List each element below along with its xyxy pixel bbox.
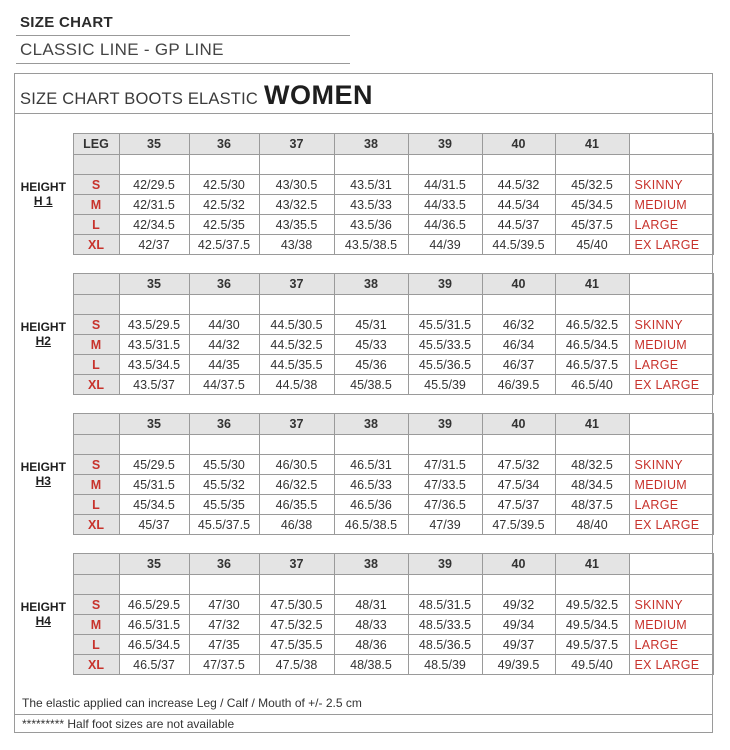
measurement-cell: 47/31.5 — [408, 455, 482, 475]
measurement-cell: 42/29.5 — [119, 175, 189, 195]
leg-header-empty — [73, 274, 119, 295]
measurement-cell: 47/30 — [189, 595, 259, 615]
measurement-cell: 46.5/29.5 — [119, 595, 189, 615]
height-block-table — [14, 413, 714, 535]
measurement-cell: 48/33 — [334, 615, 408, 635]
measurement-cell: 43.5/31.5 — [119, 335, 189, 355]
measurement-cell: 43.5/31 — [334, 175, 408, 195]
shoe-size-header: 41 — [555, 414, 629, 435]
measurement-cell: 48/32.5 — [555, 455, 629, 475]
table-row — [14, 615, 713, 635]
shoe-size-header: 36 — [189, 274, 259, 295]
shoe-size-header: 40 — [482, 134, 555, 155]
shoe-size-header: 36 — [189, 134, 259, 155]
subtitle-divider — [16, 63, 350, 64]
measurement-cell: 46/38 — [259, 515, 334, 535]
shoe-size-header: 40 — [482, 554, 555, 575]
measurement-cell: 47/39 — [408, 515, 482, 535]
chart-heading-women: WOMEN — [264, 80, 373, 110]
blank-cell — [629, 155, 713, 175]
measurement-cell: 42.5/37.5 — [189, 235, 259, 255]
measurement-cell: 44.5/34 — [482, 195, 555, 215]
measurement-cell: 44.5/32 — [482, 175, 555, 195]
header-blank-cell — [629, 554, 713, 575]
blank-cell — [408, 295, 482, 315]
blank-cell — [259, 575, 334, 595]
height-code: H4 — [35, 614, 51, 628]
table-row — [14, 355, 713, 375]
fit-label: EX LARGE — [629, 655, 713, 675]
table-row — [14, 195, 713, 215]
measurement-cell: 48/36 — [334, 635, 408, 655]
measurement-cell: 45.5/30 — [189, 455, 259, 475]
measurement-cell: 46/37 — [482, 355, 555, 375]
measurement-cell: 47.5/39.5 — [482, 515, 555, 535]
measurement-cell: 48.5/33.5 — [408, 615, 482, 635]
shoe-size-header: 36 — [189, 554, 259, 575]
measurement-cell: 45/31 — [334, 315, 408, 335]
measurement-cell: 48/38.5 — [334, 655, 408, 675]
measurement-cell: 43.5/33 — [334, 195, 408, 215]
blank-cell — [119, 295, 189, 315]
table-row — [14, 515, 713, 535]
measurement-cell: 46/32 — [482, 315, 555, 335]
measurement-cell: 44/36.5 — [408, 215, 482, 235]
measurement-cell: 45.5/36.5 — [408, 355, 482, 375]
chart-heading-prefix: SIZE CHART BOOTS ELASTIC — [20, 90, 258, 108]
height-word: HEIGHT — [20, 320, 66, 334]
spacer-row — [14, 295, 713, 315]
fit-label: EX LARGE — [629, 375, 713, 395]
shoe-size-header: 39 — [408, 414, 482, 435]
leg-size-letter: L — [73, 495, 119, 515]
measurement-cell: 45/40 — [555, 235, 629, 255]
blank-cell — [259, 155, 334, 175]
fit-label: LARGE — [629, 495, 713, 515]
title-divider — [16, 35, 350, 36]
fit-label: LARGE — [629, 215, 713, 235]
blank-cell — [334, 435, 408, 455]
blank-cell — [408, 155, 482, 175]
leg-size-letter: M — [73, 615, 119, 635]
table-row — [14, 375, 713, 395]
blank-cell — [73, 435, 119, 455]
shoe-size-header: 38 — [334, 554, 408, 575]
height-word: HEIGHT — [20, 600, 66, 614]
shoe-size-header: 35 — [119, 134, 189, 155]
shoe-size-header: 38 — [334, 274, 408, 295]
measurement-cell: 47.5/32 — [482, 455, 555, 475]
measurement-cell: 46.5/31 — [334, 455, 408, 475]
chart-heading — [20, 80, 373, 114]
measurement-cell: 45.5/37.5 — [189, 515, 259, 535]
blank-cell — [555, 295, 629, 315]
spacer-row — [14, 575, 713, 595]
measurement-cell: 49/32 — [482, 595, 555, 615]
measurement-cell: 48.5/39 — [408, 655, 482, 675]
measurement-cell: 49.5/40 — [555, 655, 629, 675]
blank-cell — [555, 575, 629, 595]
measurement-cell: 42/37 — [119, 235, 189, 255]
leg-size-letter: M — [73, 335, 119, 355]
measurement-cell: 46/39.5 — [482, 375, 555, 395]
blank-cell — [334, 295, 408, 315]
measurement-cell: 44.5/30.5 — [259, 315, 334, 335]
measurement-cell: 43.5/37 — [119, 375, 189, 395]
measurement-cell: 45/36 — [334, 355, 408, 375]
measurement-cell: 49/39.5 — [482, 655, 555, 675]
blank-cell — [259, 295, 334, 315]
leg-header: LEG — [73, 134, 119, 155]
shoe-size-header: 37 — [259, 274, 334, 295]
fit-label: MEDIUM — [629, 475, 713, 495]
height-block-table — [14, 273, 714, 395]
measurement-cell: 47.5/37 — [482, 495, 555, 515]
blank-cell — [482, 155, 555, 175]
measurement-cell: 47/32 — [189, 615, 259, 635]
measurement-cell: 43/30.5 — [259, 175, 334, 195]
note-divider — [14, 714, 713, 715]
measurement-cell: 46.5/37.5 — [555, 355, 629, 375]
header-blank-cell — [629, 134, 713, 155]
table-row — [14, 455, 713, 475]
measurement-cell: 49.5/37.5 — [555, 635, 629, 655]
measurement-cell: 45/34.5 — [119, 495, 189, 515]
shoe-size-header: 40 — [482, 414, 555, 435]
measurement-cell: 45/34.5 — [555, 195, 629, 215]
measurement-cell: 46.5/38.5 — [334, 515, 408, 535]
fit-label: LARGE — [629, 635, 713, 655]
shoe-size-header: 41 — [555, 274, 629, 295]
height-label — [14, 414, 73, 535]
blank-cell — [555, 155, 629, 175]
measurement-cell: 43.5/29.5 — [119, 315, 189, 335]
measurement-cell: 46.5/34.5 — [119, 635, 189, 655]
measurement-cell: 46.5/34.5 — [555, 335, 629, 355]
measurement-cell: 43/32.5 — [259, 195, 334, 215]
blank-cell — [73, 575, 119, 595]
shoe-size-header: 38 — [334, 414, 408, 435]
blank-cell — [259, 435, 334, 455]
measurement-cell: 43.5/34.5 — [119, 355, 189, 375]
measurement-cell: 45/38.5 — [334, 375, 408, 395]
shoe-size-header: 39 — [408, 134, 482, 155]
leg-header-empty — [73, 414, 119, 435]
measurement-cell: 44/37.5 — [189, 375, 259, 395]
leg-size-letter: M — [73, 195, 119, 215]
leg-size-letter: L — [73, 355, 119, 375]
height-code: H 1 — [33, 194, 53, 208]
measurement-cell: 45/31.5 — [119, 475, 189, 495]
measurement-cell: 46/34 — [482, 335, 555, 355]
measurement-cell: 48/37.5 — [555, 495, 629, 515]
leg-header-empty — [73, 554, 119, 575]
table-row — [14, 335, 713, 355]
blank-cell — [555, 435, 629, 455]
size-header-row — [14, 414, 713, 435]
shoe-size-header: 36 — [189, 414, 259, 435]
measurement-cell: 46/32.5 — [259, 475, 334, 495]
measurement-cell: 46.5/36 — [334, 495, 408, 515]
blank-cell — [482, 435, 555, 455]
blank-cell — [189, 155, 259, 175]
measurement-cell: 46.5/40 — [555, 375, 629, 395]
measurement-cell: 42.5/35 — [189, 215, 259, 235]
fit-label: SKINNY — [629, 175, 713, 195]
header-blank-cell — [629, 274, 713, 295]
measurement-cell: 44/32 — [189, 335, 259, 355]
table-row — [14, 315, 713, 335]
table-row — [14, 595, 713, 615]
blank-cell — [408, 575, 482, 595]
size-header-row — [14, 274, 713, 295]
fit-label: EX LARGE — [629, 515, 713, 535]
blank-cell — [482, 575, 555, 595]
leg-size-letter: XL — [73, 375, 119, 395]
table-row — [14, 175, 713, 195]
shoe-size-header: 41 — [555, 554, 629, 575]
blank-cell — [119, 575, 189, 595]
fit-label: LARGE — [629, 355, 713, 375]
measurement-cell: 46.5/37 — [119, 655, 189, 675]
measurement-cell: 45.5/33.5 — [408, 335, 482, 355]
measurement-cell: 47/35 — [189, 635, 259, 655]
blank-cell — [629, 435, 713, 455]
measurement-cell: 48.5/36.5 — [408, 635, 482, 655]
measurement-cell: 45/29.5 — [119, 455, 189, 475]
measurement-cell: 46.5/33 — [334, 475, 408, 495]
half-size-note: ********* Half foot sizes are not available — [22, 717, 235, 731]
shoe-size-header: 35 — [119, 274, 189, 295]
spacer-row — [14, 155, 713, 175]
measurement-cell: 44/35 — [189, 355, 259, 375]
measurement-cell: 46.5/32.5 — [555, 315, 629, 335]
leg-size-letter: S — [73, 175, 119, 195]
shoe-size-header: 35 — [119, 554, 189, 575]
shoe-size-header: 41 — [555, 134, 629, 155]
measurement-cell: 47/37.5 — [189, 655, 259, 675]
leg-size-letter: XL — [73, 515, 119, 535]
size-header-row — [14, 554, 713, 575]
measurement-cell: 45.5/35 — [189, 495, 259, 515]
measurement-cell: 48/34.5 — [555, 475, 629, 495]
leg-size-letter: XL — [73, 655, 119, 675]
measurement-cell: 48/31 — [334, 595, 408, 615]
blank-cell — [189, 575, 259, 595]
table-row — [14, 215, 713, 235]
measurement-cell: 42/31.5 — [119, 195, 189, 215]
elastic-note: The elastic applied can increase Leg / Calf / Mouth of +/- 2.5 cm — [22, 696, 362, 710]
fit-label: SKINNY — [629, 595, 713, 615]
measurement-cell: 46/30.5 — [259, 455, 334, 475]
measurement-cell: 42/34.5 — [119, 215, 189, 235]
height-word: HEIGHT — [20, 180, 66, 194]
page-title: SIZE CHART — [20, 14, 113, 31]
blank-cell — [189, 295, 259, 315]
measurement-cell: 48/40 — [555, 515, 629, 535]
shoe-size-header: 39 — [408, 554, 482, 575]
height-label — [14, 554, 73, 675]
measurement-cell: 45/32.5 — [555, 175, 629, 195]
shoe-size-header: 37 — [259, 414, 334, 435]
blank-cell — [408, 435, 482, 455]
measurement-cell: 45.5/32 — [189, 475, 259, 495]
measurement-cell: 44.5/37 — [482, 215, 555, 235]
measurement-cell: 45.5/39 — [408, 375, 482, 395]
height-block-table — [14, 133, 714, 255]
measurement-cell: 44/33.5 — [408, 195, 482, 215]
blank-cell — [482, 295, 555, 315]
measurement-cell: 43/35.5 — [259, 215, 334, 235]
leg-size-letter: L — [73, 215, 119, 235]
measurement-cell: 49/34 — [482, 615, 555, 635]
leg-size-letter: M — [73, 475, 119, 495]
fit-label: MEDIUM — [629, 335, 713, 355]
blank-cell — [73, 155, 119, 175]
measurement-cell: 46/35.5 — [259, 495, 334, 515]
height-label — [14, 274, 73, 395]
blank-cell — [629, 295, 713, 315]
measurement-cell: 47/33.5 — [408, 475, 482, 495]
measurement-cell: 43/38 — [259, 235, 334, 255]
shoe-size-header: 39 — [408, 274, 482, 295]
measurement-cell: 44/39 — [408, 235, 482, 255]
measurement-cell: 46.5/31.5 — [119, 615, 189, 635]
measurement-cell: 45.5/31.5 — [408, 315, 482, 335]
blank-cell — [189, 435, 259, 455]
measurement-cell: 43.5/36 — [334, 215, 408, 235]
measurement-cell: 49.5/32.5 — [555, 595, 629, 615]
measurement-cell: 49.5/34.5 — [555, 615, 629, 635]
fit-label: SKINNY — [629, 455, 713, 475]
blank-cell — [119, 435, 189, 455]
table-row — [14, 475, 713, 495]
measurement-cell: 47.5/30.5 — [259, 595, 334, 615]
blank-cell — [629, 575, 713, 595]
size-header-row — [14, 134, 713, 155]
height-word: HEIGHT — [20, 460, 66, 474]
measurement-cell: 44.5/38 — [259, 375, 334, 395]
shoe-size-header: 35 — [119, 414, 189, 435]
heading-divider — [14, 113, 713, 114]
measurement-cell: 44/31.5 — [408, 175, 482, 195]
fit-label: MEDIUM — [629, 615, 713, 635]
measurement-cell: 44.5/39.5 — [482, 235, 555, 255]
leg-size-letter: S — [73, 595, 119, 615]
shoe-size-header: 37 — [259, 134, 334, 155]
measurement-cell: 44.5/35.5 — [259, 355, 334, 375]
measurement-cell: 42.5/32 — [189, 195, 259, 215]
measurement-cell: 44.5/32.5 — [259, 335, 334, 355]
blank-cell — [119, 155, 189, 175]
leg-size-letter: S — [73, 455, 119, 475]
leg-size-letter: L — [73, 635, 119, 655]
header-blank-cell — [629, 414, 713, 435]
measurement-cell: 47/36.5 — [408, 495, 482, 515]
table-row — [14, 495, 713, 515]
measurement-cell: 44/30 — [189, 315, 259, 335]
shoe-size-header: 38 — [334, 134, 408, 155]
table-row — [14, 655, 713, 675]
measurement-cell: 45/33 — [334, 335, 408, 355]
product-line-subtitle: CLASSIC LINE - GP LINE — [20, 40, 224, 59]
measurement-cell: 47.5/34 — [482, 475, 555, 495]
fit-label: EX LARGE — [629, 235, 713, 255]
measurement-cell: 45/37.5 — [555, 215, 629, 235]
table-row — [14, 635, 713, 655]
shoe-size-header: 37 — [259, 554, 334, 575]
measurement-cell: 49/37 — [482, 635, 555, 655]
measurement-cell: 47.5/32.5 — [259, 615, 334, 635]
height-block-table — [14, 553, 714, 675]
measurement-cell: 47.5/38 — [259, 655, 334, 675]
leg-size-letter: XL — [73, 235, 119, 255]
measurement-cell: 48.5/31.5 — [408, 595, 482, 615]
height-code: H3 — [35, 474, 51, 488]
blank-cell — [334, 575, 408, 595]
spacer-row — [14, 435, 713, 455]
fit-label: SKINNY — [629, 315, 713, 335]
fit-label: MEDIUM — [629, 195, 713, 215]
blank-cell — [73, 295, 119, 315]
leg-size-letter: S — [73, 315, 119, 335]
blank-cell — [334, 155, 408, 175]
table-row — [14, 235, 713, 255]
measurement-cell: 43.5/38.5 — [334, 235, 408, 255]
shoe-size-header: 40 — [482, 274, 555, 295]
height-code: H2 — [35, 334, 51, 348]
measurement-cell: 45/37 — [119, 515, 189, 535]
measurement-cell: 42.5/30 — [189, 175, 259, 195]
measurement-cell: 47.5/35.5 — [259, 635, 334, 655]
height-label — [14, 134, 73, 255]
